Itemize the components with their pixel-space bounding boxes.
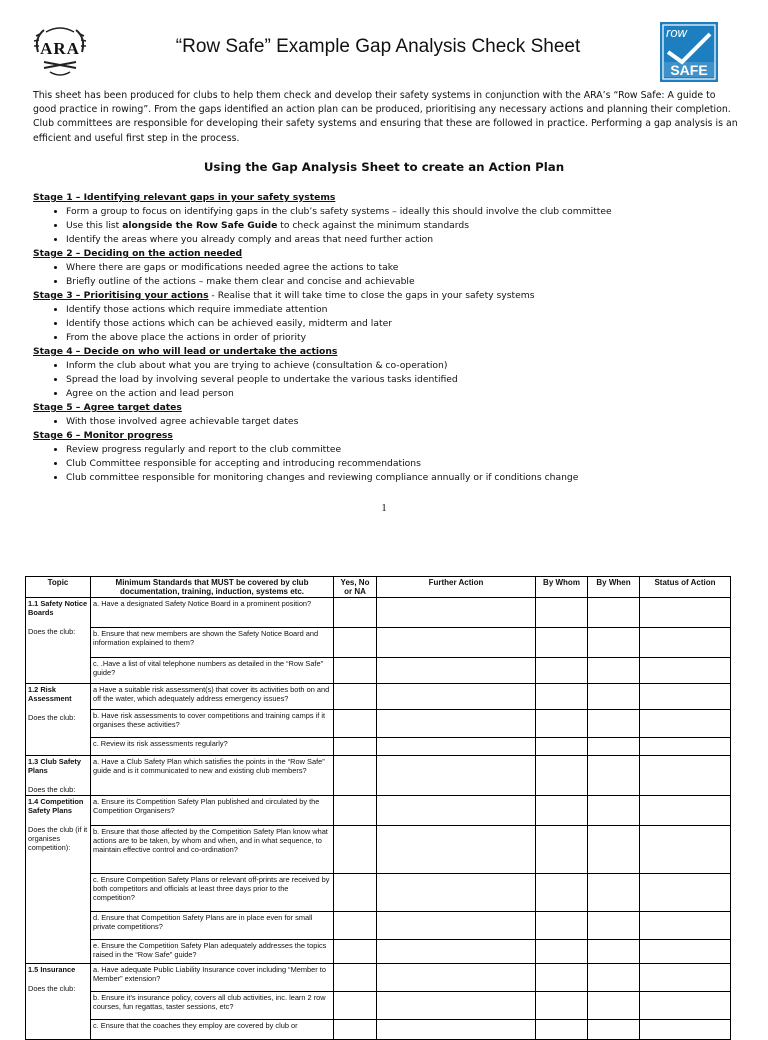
topic-cell: [26, 756, 91, 796]
by-when-cell[interactable]: [588, 874, 640, 912]
further-action-cell[interactable]: [377, 658, 536, 684]
standard-cell: b. Ensure that those affected by the Competition Safety Plan know what actions are to be taken, by whom and when, and in what sequence, to maintain effective control and co-ordination?: [91, 826, 334, 874]
table-row: [26, 658, 731, 684]
yes-no-na-cell[interactable]: [334, 964, 377, 992]
topic-title: 1.2 Risk Assessment: [28, 685, 72, 703]
standard-cell: b. Ensure that new members are shown the Safety Notice Board and information explained to them?: [91, 628, 334, 658]
topic-title: 1.1 Safety Notice Boards: [28, 599, 88, 617]
bullet-item: [66, 373, 753, 387]
col-header-further-action: Further Action: [377, 577, 536, 598]
further-action-cell[interactable]: [377, 912, 536, 940]
by-whom-cell[interactable]: [536, 1020, 588, 1040]
table-row: [26, 964, 731, 992]
standard-cell: c. Ensure Competition Safety Plans or relevant off-prints are received by both competitors and officials at least three days prior to the competition?: [91, 874, 334, 912]
stage-bullets: [33, 443, 753, 485]
standard-cell: d. Ensure that Competition Safety Plans are in place even for small private competitions?: [91, 912, 334, 940]
col-header-status: Status of Action: [640, 577, 731, 598]
bullet-pre-text: Use this list: [66, 220, 123, 231]
bullet-text: From the above place the actions in order of priority: [66, 332, 307, 343]
bullet-text: Where there are gaps or modifications needed agree the actions to take: [66, 262, 399, 273]
table-row: [26, 684, 731, 710]
yes-no-na-cell[interactable]: [334, 874, 377, 912]
by-whom-cell[interactable]: [536, 598, 588, 628]
by-when-cell[interactable]: [588, 992, 640, 1020]
further-action-cell[interactable]: [377, 738, 536, 756]
status-cell[interactable]: [640, 684, 731, 710]
yes-no-na-cell[interactable]: [334, 940, 377, 964]
status-cell[interactable]: [640, 826, 731, 874]
standard-cell: a. Ensure its Competition Safety Plan published and circulated by the Competition Organisers?: [91, 796, 334, 826]
by-when-cell[interactable]: [588, 964, 640, 992]
yes-no-na-cell[interactable]: [334, 1020, 377, 1040]
status-cell[interactable]: [640, 756, 731, 796]
standard-cell: a Have a suitable risk assessment(s) that cover its activities both on and off the water, which adequately address emergency issues?: [91, 684, 334, 710]
bullet-text: Club Committee responsible for accepting and introducing recommendations: [66, 458, 421, 469]
col-header-yes-no-na: Yes, No or NA: [334, 577, 377, 598]
by-when-cell[interactable]: [588, 912, 640, 940]
by-when-cell[interactable]: [588, 710, 640, 738]
status-cell[interactable]: [640, 710, 731, 738]
table-row: [26, 940, 731, 964]
further-action-cell[interactable]: [377, 964, 536, 992]
bullet-item: [66, 275, 753, 289]
yes-no-na-cell[interactable]: [334, 826, 377, 874]
stage-heading: [33, 401, 753, 415]
further-action-cell[interactable]: [377, 710, 536, 738]
gap-analysis-table: [25, 576, 731, 1040]
by-whom-cell[interactable]: [536, 826, 588, 874]
stage-title: Stage 3 – Prioritising your actions: [33, 290, 209, 301]
topic-subtext: Does the club:: [28, 627, 76, 636]
by-whom-cell[interactable]: [536, 658, 588, 684]
yes-no-na-cell[interactable]: [334, 658, 377, 684]
by-whom-cell[interactable]: [536, 710, 588, 738]
stage-heading: [33, 429, 753, 443]
by-when-cell[interactable]: [588, 738, 640, 756]
status-cell[interactable]: [640, 658, 731, 684]
bullet-item: [66, 303, 753, 317]
row-safe-logo-bottom: SAFE: [670, 62, 708, 78]
col-header-topic: Topic: [26, 577, 91, 598]
standard-cell: c. Ensure that the coaches they employ are covered by club or: [91, 1020, 334, 1040]
table-row: [26, 796, 731, 826]
standard-cell: c. .Have a list of vital telephone numbers as detailed in the “Row Safe” guide?: [91, 658, 334, 684]
yes-no-na-cell[interactable]: [334, 684, 377, 710]
topic-cell: [26, 796, 91, 964]
by-whom-cell[interactable]: [536, 628, 588, 658]
bullet-item: [66, 261, 753, 275]
row-safe-logo: [660, 22, 718, 82]
standard-cell: a. Have a Club Safety Plan which satisfies the points in the “Row Safe” guide and is it communicated to new and existing club members?: [91, 756, 334, 796]
topic-subtext: Does the club:: [28, 785, 76, 794]
stage-bullets: [33, 261, 753, 289]
standard-cell: a. Have adequate Public Liability Insurance cover including “Member to Member” extension?: [91, 964, 334, 992]
stage-bullets: [33, 359, 753, 401]
bullet-text: Identify those actions which require immediate attention: [66, 304, 328, 315]
standard-cell: c. Review its risk assessments regularly?: [91, 738, 334, 756]
status-cell[interactable]: [640, 628, 731, 658]
by-when-cell[interactable]: [588, 658, 640, 684]
bullet-item: [66, 205, 753, 219]
row-safe-logo-top: row: [666, 25, 687, 40]
table-header-row: [26, 577, 731, 598]
page-title: “Row Safe” Example Gap Analysis Check Sheet: [175, 36, 581, 57]
stage-bullets: [33, 205, 753, 247]
by-whom-cell[interactable]: [536, 964, 588, 992]
bullet-text: Form a group to focus on identifying gaps in the club’s safety systems – ideally this should involve the club committee: [66, 206, 612, 217]
yes-no-na-cell[interactable]: [334, 796, 377, 826]
status-cell[interactable]: [640, 796, 731, 826]
further-action-cell[interactable]: [377, 628, 536, 658]
by-when-cell[interactable]: [588, 940, 640, 964]
status-cell[interactable]: [640, 598, 731, 628]
stage-note: - Realise that it will take time to close the gaps in your safety systems: [208, 290, 535, 301]
further-action-cell[interactable]: [377, 874, 536, 912]
col-header-minimum-standards: Minimum Standards that MUST be covered by club documentation, training, induction, systems etc.: [91, 577, 334, 598]
table-row: [26, 912, 731, 940]
stage-title: Stage 2 – Deciding on the action needed: [33, 248, 243, 259]
stage-title: Stage 5 – Agree target dates: [33, 402, 182, 413]
topic-subtext: Does the club:: [28, 984, 76, 993]
table-row: [26, 628, 731, 658]
standard-cell: b. Have risk assessments to cover competitions and training camps if it organises these activities?: [91, 710, 334, 738]
bullet-item: [66, 317, 753, 331]
by-when-cell[interactable]: [588, 796, 640, 826]
status-cell[interactable]: [640, 1020, 731, 1040]
bullet-post-text: to check against the minimum standards: [277, 220, 470, 231]
further-action-cell[interactable]: [377, 826, 536, 874]
bullet-text: Review progress regularly and report to the club committee: [66, 444, 342, 455]
by-whom-cell[interactable]: [536, 684, 588, 710]
by-whom-cell[interactable]: [536, 874, 588, 912]
further-action-cell[interactable]: [377, 684, 536, 710]
standard-cell: a. Have a designated Safety Notice Board in a prominent position?: [91, 598, 334, 628]
bullet-text: Briefly outline of the actions – make them clear and concise and achievable: [66, 276, 415, 287]
bullet-text: Inform the club about what you are trying to achieve (consultation & co-operation): [66, 360, 448, 371]
page-number: 1: [381, 502, 387, 514]
yes-no-na-cell[interactable]: [334, 710, 377, 738]
bullet-text: Club committee responsible for monitoring changes and reviewing compliance annually or if conditions change: [66, 472, 579, 483]
yes-no-na-cell[interactable]: [334, 992, 377, 1020]
by-whom-cell[interactable]: [536, 992, 588, 1020]
yes-no-na-cell[interactable]: [334, 912, 377, 940]
bullet-item: [66, 457, 753, 471]
bullet-text: Identify the areas where you already comply and areas that need further action: [66, 234, 434, 245]
bullet-item: [66, 443, 753, 457]
status-cell[interactable]: [640, 874, 731, 912]
bullet-item: [66, 415, 753, 429]
bullet-item: [66, 233, 753, 247]
further-action-cell[interactable]: [377, 992, 536, 1020]
table-row: [26, 874, 731, 912]
stage-bullets: [33, 415, 753, 429]
by-when-cell[interactable]: [588, 826, 640, 874]
stage-bullets: [33, 303, 753, 345]
bullet-text: Identify those actions which can be achieved easily, midterm and later: [66, 318, 393, 329]
topic-cell: [26, 684, 91, 756]
by-whom-cell[interactable]: [536, 796, 588, 826]
stage-title: Stage 1 – Identifying relevant gaps in your safety systems: [33, 192, 336, 203]
topic-title: 1.5 Insurance: [28, 965, 76, 974]
bullet-text: Agree on the action and lead person: [66, 388, 234, 399]
table-row: [26, 598, 731, 628]
bullet-text: With those involved agree achievable target dates: [66, 416, 299, 427]
stage-heading: [33, 345, 753, 359]
bullet-item: [66, 387, 753, 401]
col-header-by-whom: By Whom: [536, 577, 588, 598]
topic-title: 1.3 Club Safety Plans: [28, 757, 81, 775]
by-when-cell[interactable]: [588, 684, 640, 710]
col-header-by-when: By When: [588, 577, 640, 598]
stage-title: Stage 6 – Monitor progress: [33, 430, 173, 441]
status-cell[interactable]: [640, 940, 731, 964]
by-whom-cell[interactable]: [536, 912, 588, 940]
by-whom-cell[interactable]: [536, 756, 588, 796]
bullet-item: [66, 331, 753, 345]
yes-no-na-cell[interactable]: [334, 738, 377, 756]
intro-paragraph: This sheet has been produced for clubs to help them check and develop their safety systems in conjunction with the ARA’s “Row Safe: A guide to good practice in rowing”. From the gaps identified an action plan can be produced, prioritising any necessary actions and planning their completion. Club committees are responsible for developing their safety systems and ensuring that these are followed in practice. Performing a gap analysis is an efficient and useful first step in the process.: [33, 90, 738, 144]
topic-cell: [26, 598, 91, 684]
by-when-cell[interactable]: [588, 756, 640, 796]
section-heading: Using the Gap Analysis Sheet to create an Action Plan: [203, 160, 565, 174]
by-when-cell[interactable]: [588, 1020, 640, 1040]
further-action-cell[interactable]: [377, 756, 536, 796]
table-row: [26, 756, 731, 796]
bullet-item: [66, 471, 753, 485]
by-whom-cell[interactable]: [536, 940, 588, 964]
topic-title: 1.4 Competition Safety Plans: [28, 797, 84, 815]
ara-logo-text: ARA: [40, 39, 80, 58]
ara-logo: [30, 22, 90, 80]
by-when-cell[interactable]: [588, 598, 640, 628]
topic-subtext: Does the club (if it organises competition):: [28, 825, 88, 852]
topic-subtext: Does the club:: [28, 713, 76, 722]
by-whom-cell[interactable]: [536, 738, 588, 756]
further-action-cell[interactable]: [377, 598, 536, 628]
further-action-cell[interactable]: [377, 940, 536, 964]
yes-no-na-cell[interactable]: [334, 598, 377, 628]
status-cell[interactable]: [640, 738, 731, 756]
status-cell[interactable]: [640, 992, 731, 1020]
stage-heading: [33, 191, 753, 205]
bullet-item: [66, 219, 753, 233]
table-row: [26, 1020, 731, 1040]
stages-list: [33, 191, 753, 485]
bullet-text: Spread the load by involving several people to undertake the various tasks identified: [66, 374, 458, 385]
by-when-cell[interactable]: [588, 628, 640, 658]
stage-title: Stage 4 – Decide on who will lead or undertake the actions: [33, 346, 338, 357]
yes-no-na-cell[interactable]: [334, 756, 377, 796]
table-row: [26, 992, 731, 1020]
stage-heading: [33, 289, 753, 303]
yes-no-na-cell[interactable]: [334, 628, 377, 658]
status-cell[interactable]: [640, 912, 731, 940]
further-action-cell[interactable]: [377, 796, 536, 826]
topic-cell: [26, 964, 91, 1040]
table-row: [26, 738, 731, 756]
table-row: [26, 826, 731, 874]
bullet-bold-text: alongside the Row Safe Guide: [122, 220, 278, 231]
further-action-cell[interactable]: [377, 1020, 536, 1040]
standard-cell: e. Ensure the Competition Safety Plan adequately addresses the topics raised in the “Row Safe” guide?: [91, 940, 334, 964]
standard-cell: b. Ensure it’s insurance policy, covers all club activities, inc. learn 2 row courses, fun regattas, taster sessions, etc?: [91, 992, 334, 1020]
bullet-item: [66, 359, 753, 373]
stage-heading: [33, 247, 753, 261]
table-row: [26, 710, 731, 738]
status-cell[interactable]: [640, 964, 731, 992]
